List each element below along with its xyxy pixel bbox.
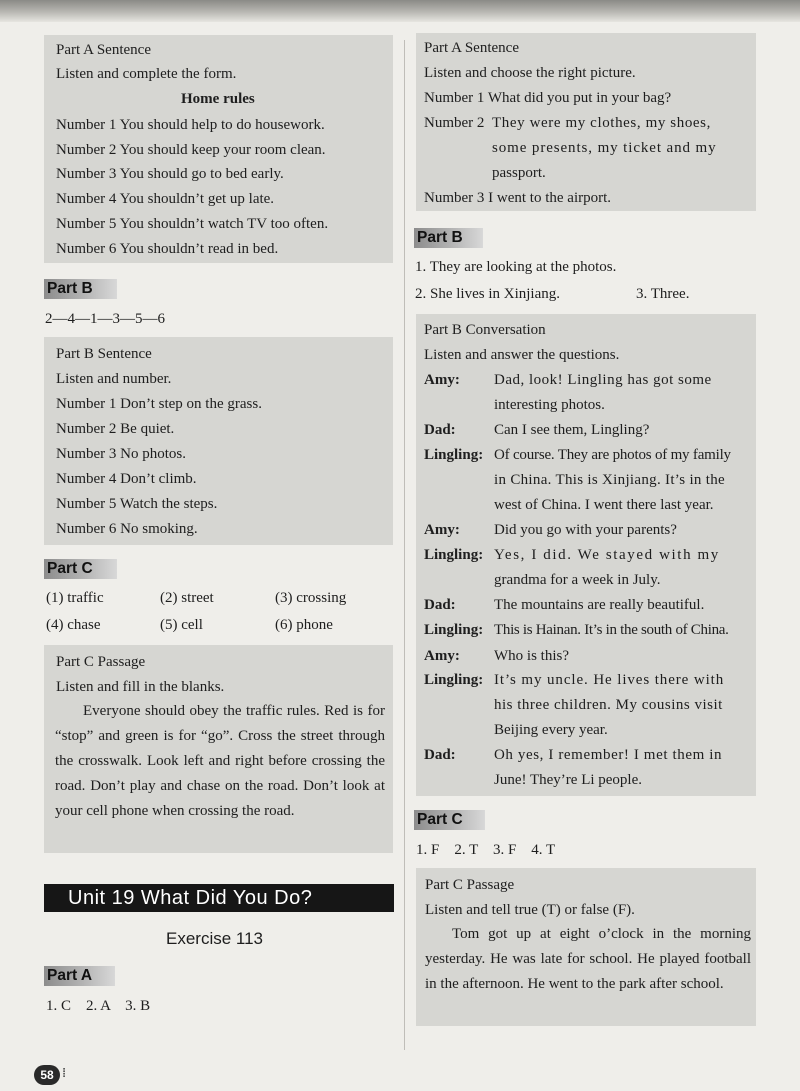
right-partA-number2-text: They were my clothes, my shoes,: [492, 115, 711, 131]
right-partB-answer: 1. They are looking at the photos.: [415, 259, 617, 275]
sign-line: Number 4 Don’t climb.: [56, 471, 197, 487]
speaker-name: Lingling:: [424, 547, 484, 563]
speaker-name: Lingling:: [424, 622, 484, 638]
left-partC-label: Part C: [44, 559, 117, 579]
speaker-name: Dad:: [424, 422, 456, 438]
page-badge-rays-icon: ⁞: [62, 1066, 67, 1081]
home-rule-line: Number 3 You should go to bed early.: [56, 166, 284, 182]
dialogue-line: Dad, look! Lingling has got some: [494, 372, 712, 388]
left-partC-answer: (4) chase: [46, 617, 101, 633]
right-partB-heading: Part B Conversation: [424, 322, 546, 338]
page-top-edge: [0, 0, 800, 22]
speaker-name: Amy:: [424, 522, 460, 538]
left-partC-answer: (6) phone: [275, 617, 333, 633]
speaker-name: Lingling:: [424, 447, 484, 463]
dialogue-line: his three children. My cousins visit: [494, 697, 723, 713]
right-partC-label: Part C: [414, 810, 485, 830]
right-partA-number2-label: Number 2: [424, 115, 485, 131]
dialogue-line: Who is this?: [494, 648, 569, 664]
left-partC-passage-text: Everyone should obey the traffic rules. Red is for “stop” and green is for “go”. Cross the street through the crosswalk. Look left and right before crossing the road. Don’t play and chase on the road. Don’t look at your cell phone when crossing the road.: [55, 703, 385, 819]
right-partC-answers: 1. F 2. T 3. F 4. T: [416, 842, 556, 858]
left-partA-instruction: Listen and complete the form.: [56, 66, 237, 82]
right-partA-number2-text: passport.: [492, 165, 546, 181]
left-partA-label: Part A: [44, 966, 115, 986]
right-partA-number3: Number 3 I went to the airport.: [424, 190, 612, 206]
dialogue-line: in China. This is Xinjiang. It’s in the: [494, 472, 726, 488]
right-partB-instruction: Listen and answer the questions.: [424, 347, 620, 363]
dialogue-line: grandma for a week in July.: [494, 572, 661, 588]
right-partA-instruction: Listen and choose the right picture.: [424, 65, 636, 81]
column-divider: [404, 40, 405, 1050]
home-rule-line: Number 2 You should keep your room clean.: [56, 142, 326, 158]
left-partB-heading: Part B Sentence: [56, 346, 152, 362]
home-rule-line: Number 6 You shouldn’t read in bed.: [56, 241, 279, 257]
left-partA-heading: Part A Sentence: [56, 42, 151, 58]
unit-title-bar: Unit 19 What Did You Do?: [44, 884, 394, 912]
speaker-name: Amy:: [424, 372, 460, 388]
page-number: 58: [34, 1065, 60, 1085]
left-partC-answer: (5) cell: [160, 617, 203, 633]
left-partA-answers: 1. C 2. A 3. B: [46, 998, 151, 1014]
dialogue-line: Can I see them, Lingling?: [494, 422, 650, 438]
right-partC-heading: Part C Passage: [425, 877, 515, 893]
left-partB-answer: 2—4—1—3—5—6: [45, 311, 165, 327]
sign-line: Number 6 No smoking.: [56, 521, 198, 537]
dialogue-line: interesting photos.: [494, 397, 605, 413]
left-partB-instruction: Listen and number.: [56, 371, 172, 387]
right-partA-heading: Part A Sentence: [424, 40, 519, 56]
dialogue-line: Did you go with your parents?: [494, 522, 677, 538]
dialogue-line: Of course. They are photos of my family: [494, 447, 731, 463]
sign-line: Number 5 Watch the steps.: [56, 496, 218, 512]
dialogue-line: Beijing every year.: [494, 722, 608, 738]
left-partC-answer: (2) street: [160, 590, 214, 606]
right-partB-answer: 3. Three.: [636, 286, 690, 302]
home-rules-title: Home rules: [181, 91, 255, 107]
right-partA-number1: Number 1 What did you put in your bag?: [424, 90, 672, 106]
left-partC-heading: Part C Passage: [56, 654, 146, 670]
sign-line: Number 1 Don’t step on the grass.: [56, 396, 262, 412]
dialogue-line: June! They’re Li people.: [494, 772, 643, 788]
speaker-name: Lingling:: [424, 672, 484, 688]
sign-line: Number 2 Be quiet.: [56, 421, 175, 437]
speaker-name: Amy:: [424, 648, 460, 664]
dialogue-line: Yes, I did. We stayed with my: [494, 547, 720, 563]
right-partC-passage-text: Tom got up at eight o’clock in the morning yesterday. He was late for school. He played football in the afternoon. He went to the park after school.: [425, 926, 751, 992]
dialogue-line: Oh yes, I remember! I met them in: [494, 747, 723, 763]
exercise-title: Exercise 113: [166, 929, 264, 948]
dialogue-line: It’s my uncle. He lives there with: [494, 672, 725, 688]
left-partC-answer: (1) traffic: [46, 590, 104, 606]
right-partB-answer: 2. She lives in Xinjiang.: [415, 286, 560, 302]
dialogue-line: west of China. I went there last year.: [494, 497, 714, 513]
sign-line: Number 3 No photos.: [56, 446, 186, 462]
right-partA-number2-text: some presents, my ticket and my: [492, 140, 717, 156]
left-partB-label: Part B: [44, 279, 117, 299]
speaker-name: Dad:: [424, 597, 456, 613]
dialogue-line: The mountains are really beautiful.: [494, 597, 705, 613]
home-rule-line: Number 1 You should help to do housework.: [56, 117, 325, 133]
right-partB-label: Part B: [414, 228, 483, 248]
dialogue-line: This is Hainan. It’s in the south of China.: [494, 622, 729, 638]
right-partC-instruction: Listen and tell true (T) or false (F).: [425, 902, 635, 918]
left-partC-instruction: Listen and fill in the blanks.: [56, 679, 225, 695]
speaker-name: Dad:: [424, 747, 456, 763]
left-partC-answer: (3) crossing: [275, 590, 347, 606]
home-rule-line: Number 4 You shouldn’t get up late.: [56, 191, 275, 207]
home-rule-line: Number 5 You shouldn’t watch TV too often.: [56, 216, 329, 232]
